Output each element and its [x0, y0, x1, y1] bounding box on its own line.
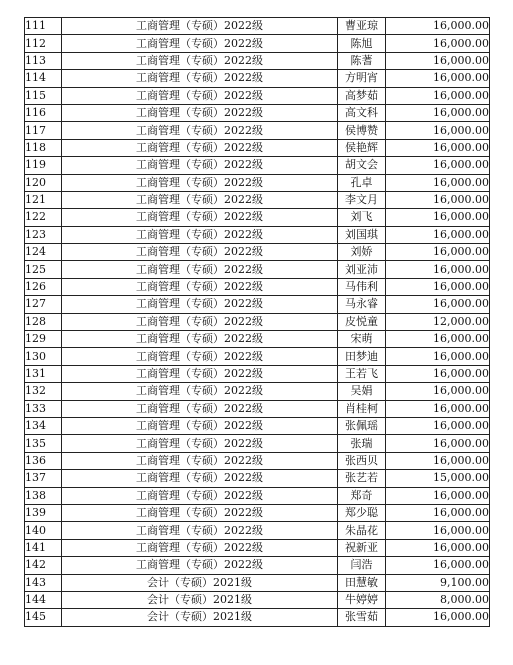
major-cell: 工商管理（专硕）2022级 [62, 261, 338, 278]
row-index-cell: 122 [25, 209, 62, 226]
major-cell: 会计（专硕）2021级 [62, 609, 338, 626]
table-row [25, 591, 490, 608]
table-row [25, 70, 490, 87]
amount-cell: 15,000.00 [386, 470, 490, 487]
major-cell: 工商管理（专硕）2022级 [62, 52, 338, 69]
row-index-cell: 145 [25, 609, 62, 626]
major-cell: 工商管理（专硕）2022级 [62, 87, 338, 104]
table-row [25, 87, 490, 104]
major-cell: 工商管理（专硕）2022级 [62, 557, 338, 574]
student-name-cell: 曹亚琼 [338, 18, 386, 35]
scholarship-table [24, 17, 490, 627]
major-cell: 工商管理（专硕）2022级 [62, 104, 338, 121]
table-row [25, 52, 490, 69]
table-row [25, 296, 490, 313]
row-index-cell: 118 [25, 139, 62, 156]
amount-cell: 16,000.00 [386, 522, 490, 539]
student-name-cell: 张佩瑶 [338, 417, 386, 434]
major-cell: 工商管理（专硕）2022级 [62, 244, 338, 261]
row-index-cell: 137 [25, 470, 62, 487]
amount-cell: 16,000.00 [386, 348, 490, 365]
row-index-cell: 138 [25, 487, 62, 504]
amount-cell: 16,000.00 [386, 70, 490, 87]
student-name-cell: 陈旭 [338, 35, 386, 52]
row-index-cell: 121 [25, 191, 62, 208]
student-name-cell: 张雪茹 [338, 609, 386, 626]
amount-cell: 16,000.00 [386, 487, 490, 504]
row-index-cell: 135 [25, 435, 62, 452]
table-row [25, 209, 490, 226]
amount-cell: 16,000.00 [386, 609, 490, 626]
major-cell: 工商管理（专硕）2022级 [62, 70, 338, 87]
amount-cell: 16,000.00 [386, 52, 490, 69]
student-name-cell: 田慧敏 [338, 574, 386, 591]
amount-cell: 16,000.00 [386, 226, 490, 243]
row-index-cell: 123 [25, 226, 62, 243]
major-cell: 会计（专硕）2021级 [62, 591, 338, 608]
student-name-cell: 肖桂柯 [338, 400, 386, 417]
amount-cell: 16,000.00 [386, 435, 490, 452]
amount-cell: 16,000.00 [386, 557, 490, 574]
major-cell: 工商管理（专硕）2022级 [62, 400, 338, 417]
major-cell: 工商管理（专硕）2022级 [62, 191, 338, 208]
major-cell: 工商管理（专硕）2022级 [62, 174, 338, 191]
row-index-cell: 140 [25, 522, 62, 539]
table-row [25, 174, 490, 191]
amount-cell: 16,000.00 [386, 452, 490, 469]
student-name-cell: 张瑞 [338, 435, 386, 452]
row-index-cell: 126 [25, 278, 62, 295]
amount-cell: 16,000.00 [386, 539, 490, 556]
amount-cell: 12,000.00 [386, 313, 490, 330]
table-row [25, 191, 490, 208]
table-row [25, 487, 490, 504]
row-index-cell: 144 [25, 591, 62, 608]
table-row [25, 383, 490, 400]
table-row [25, 139, 490, 156]
student-name-cell: 刘亚沛 [338, 261, 386, 278]
table-row [25, 157, 490, 174]
student-name-cell: 马永睿 [338, 296, 386, 313]
major-cell: 工商管理（专硕）2022级 [62, 122, 338, 139]
table-row [25, 470, 490, 487]
major-cell: 工商管理（专硕）2022级 [62, 296, 338, 313]
table-row [25, 539, 490, 556]
table-row [25, 104, 490, 121]
student-name-cell: 刘飞 [338, 209, 386, 226]
student-name-cell: 王若飞 [338, 365, 386, 382]
student-name-cell: 吴娟 [338, 383, 386, 400]
student-name-cell: 李文月 [338, 191, 386, 208]
amount-cell: 16,000.00 [386, 296, 490, 313]
major-cell: 工商管理（专硕）2022级 [62, 417, 338, 434]
table-row [25, 331, 490, 348]
table-row [25, 522, 490, 539]
student-name-cell: 方明宵 [338, 70, 386, 87]
student-name-cell: 闫浩 [338, 557, 386, 574]
major-cell: 工商管理（专硕）2022级 [62, 539, 338, 556]
student-name-cell: 陈蓍 [338, 52, 386, 69]
major-cell: 会计（专硕）2021级 [62, 574, 338, 591]
major-cell: 工商管理（专硕）2022级 [62, 435, 338, 452]
amount-cell: 16,000.00 [386, 174, 490, 191]
major-cell: 工商管理（专硕）2022级 [62, 313, 338, 330]
amount-cell: 16,000.00 [386, 191, 490, 208]
amount-cell: 16,000.00 [386, 104, 490, 121]
student-name-cell: 田梦迪 [338, 348, 386, 365]
student-name-cell: 胡文会 [338, 157, 386, 174]
major-cell: 工商管理（专硕）2022级 [62, 522, 338, 539]
table-row [25, 609, 490, 626]
row-index-cell: 117 [25, 122, 62, 139]
student-name-cell: 侯博赞 [338, 122, 386, 139]
table-row [25, 557, 490, 574]
row-index-cell: 130 [25, 348, 62, 365]
amount-cell: 16,000.00 [386, 122, 490, 139]
table-row [25, 261, 490, 278]
row-index-cell: 141 [25, 539, 62, 556]
table-row [25, 313, 490, 330]
student-name-cell: 牛婷婷 [338, 591, 386, 608]
student-name-cell: 刘国琪 [338, 226, 386, 243]
amount-cell: 16,000.00 [386, 400, 490, 417]
student-name-cell: 高文科 [338, 104, 386, 121]
table-row [25, 278, 490, 295]
table-row [25, 18, 490, 35]
table-row [25, 417, 490, 434]
row-index-cell: 124 [25, 244, 62, 261]
row-index-cell: 112 [25, 35, 62, 52]
major-cell: 工商管理（专硕）2022级 [62, 452, 338, 469]
major-cell: 工商管理（专硕）2022级 [62, 35, 338, 52]
table-row [25, 452, 490, 469]
student-name-cell: 皮悦童 [338, 313, 386, 330]
amount-cell: 16,000.00 [386, 365, 490, 382]
major-cell: 工商管理（专硕）2022级 [62, 18, 338, 35]
major-cell: 工商管理（专硕）2022级 [62, 365, 338, 382]
table-row [25, 400, 490, 417]
table-row [25, 348, 490, 365]
amount-cell: 16,000.00 [386, 139, 490, 156]
major-cell: 工商管理（专硕）2022级 [62, 157, 338, 174]
row-index-cell: 132 [25, 383, 62, 400]
table-row [25, 226, 490, 243]
row-index-cell: 125 [25, 261, 62, 278]
table-body [25, 18, 490, 627]
major-cell: 工商管理（专硕）2022级 [62, 504, 338, 521]
row-index-cell: 129 [25, 331, 62, 348]
major-cell: 工商管理（专硕）2022级 [62, 209, 338, 226]
student-name-cell: 刘娇 [338, 244, 386, 261]
major-cell: 工商管理（专硕）2022级 [62, 487, 338, 504]
row-index-cell: 131 [25, 365, 62, 382]
student-name-cell: 郑少聪 [338, 504, 386, 521]
student-name-cell: 张艺若 [338, 470, 386, 487]
row-index-cell: 120 [25, 174, 62, 191]
amount-cell: 16,000.00 [386, 87, 490, 104]
amount-cell: 16,000.00 [386, 244, 490, 261]
row-index-cell: 142 [25, 557, 62, 574]
major-cell: 工商管理（专硕）2022级 [62, 348, 338, 365]
major-cell: 工商管理（专硕）2022级 [62, 139, 338, 156]
major-cell: 工商管理（专硕）2022级 [62, 278, 338, 295]
row-index-cell: 134 [25, 417, 62, 434]
row-index-cell: 114 [25, 70, 62, 87]
row-index-cell: 116 [25, 104, 62, 121]
student-name-cell: 侯艳辉 [338, 139, 386, 156]
amount-cell: 16,000.00 [386, 278, 490, 295]
major-cell: 工商管理（专硕）2022级 [62, 331, 338, 348]
table-row [25, 244, 490, 261]
student-name-cell: 张西贝 [338, 452, 386, 469]
table-row [25, 574, 490, 591]
student-name-cell: 孔卓 [338, 174, 386, 191]
table-row [25, 365, 490, 382]
amount-cell: 16,000.00 [386, 417, 490, 434]
row-index-cell: 128 [25, 313, 62, 330]
table-row [25, 122, 490, 139]
row-index-cell: 136 [25, 452, 62, 469]
student-name-cell: 郑奇 [338, 487, 386, 504]
row-index-cell: 113 [25, 52, 62, 69]
amount-cell: 16,000.00 [386, 331, 490, 348]
major-cell: 工商管理（专硕）2022级 [62, 226, 338, 243]
amount-cell: 16,000.00 [386, 18, 490, 35]
row-index-cell: 111 [25, 18, 62, 35]
row-index-cell: 133 [25, 400, 62, 417]
amount-cell: 9,100.00 [386, 574, 490, 591]
amount-cell: 16,000.00 [386, 383, 490, 400]
amount-cell: 16,000.00 [386, 157, 490, 174]
student-name-cell: 宋萌 [338, 331, 386, 348]
row-index-cell: 119 [25, 157, 62, 174]
row-index-cell: 143 [25, 574, 62, 591]
amount-cell: 8,000.00 [386, 591, 490, 608]
amount-cell: 16,000.00 [386, 261, 490, 278]
row-index-cell: 115 [25, 87, 62, 104]
major-cell: 工商管理（专硕）2022级 [62, 383, 338, 400]
amount-cell: 16,000.00 [386, 504, 490, 521]
row-index-cell: 139 [25, 504, 62, 521]
student-name-cell: 高梦茹 [338, 87, 386, 104]
student-name-cell: 马伟利 [338, 278, 386, 295]
amount-cell: 16,000.00 [386, 35, 490, 52]
student-name-cell: 祝新亚 [338, 539, 386, 556]
row-index-cell: 127 [25, 296, 62, 313]
amount-cell: 16,000.00 [386, 209, 490, 226]
student-name-cell: 朱晶花 [338, 522, 386, 539]
table-row [25, 435, 490, 452]
major-cell: 工商管理（专硕）2022级 [62, 470, 338, 487]
table-row [25, 35, 490, 52]
table-row [25, 504, 490, 521]
